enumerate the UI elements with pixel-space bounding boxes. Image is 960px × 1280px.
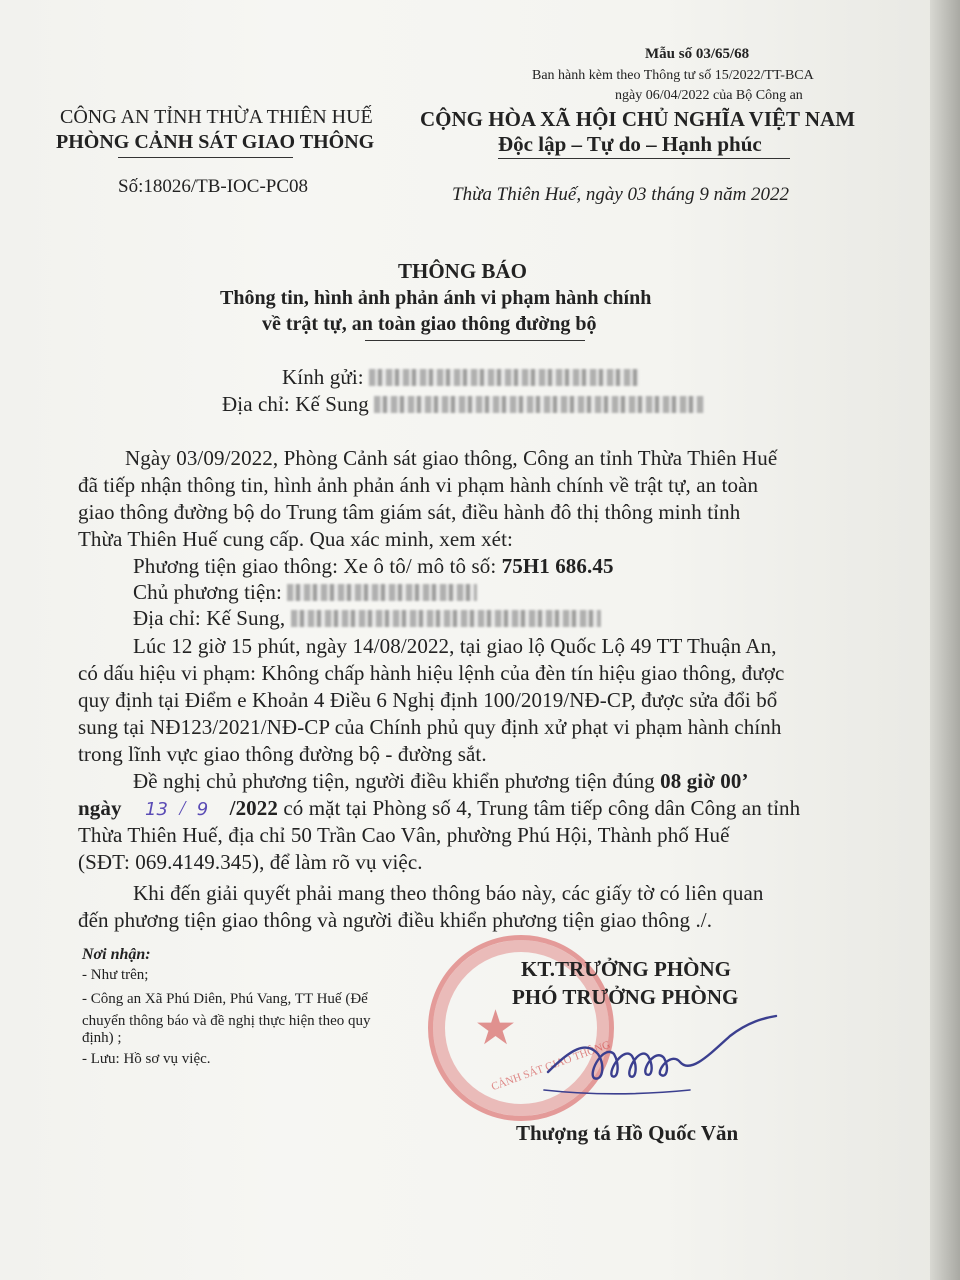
appointment-year: /2022 [229,796,278,820]
vehicle-line [133,554,614,579]
appointment-location: có mặt tại Phòng số 4, Trung tâm tiếp công dân Công an tỉnh [283,796,801,820]
body-line: quy định tại Điểm e Khoản 4 Điều 6 Nghị định 100/2019/NĐ-CP, được sửa đổi bổ [78,688,778,712]
body-line: Khi đến giải quyết phải mang theo thông báo này, các giấy tờ có liên quan [133,881,764,905]
body-line: Thừa Thiên Huế, địa chỉ 50 Trần Cao Vân, phường Phú Hội, Thành phố Huế [78,823,730,847]
vehicle-plate: 75H1 686.45 [501,554,614,578]
nation-name: CỘNG HÒA XÃ HỘI CHỦ NGHĨA VIỆT NAM [420,107,856,131]
agency-parent: CÔNG AN TỈNH THỪA THIÊN HUẾ [60,106,373,128]
owner-line [133,580,477,605]
body-line: trong lĩnh vực giao thông đường bộ - đường sắt. [78,742,487,766]
document-subtitle-1: Thông tin, hình ảnh phản ánh vi phạm hành chính [220,287,652,309]
vehicle-label: Phương tiện giao thông: Xe ô tô/ mô tô số: [133,554,497,578]
stamp-lettering: CẢNH SÁT GIAO THÔNG [489,1038,613,1094]
owner-address-label: Địa chỉ: Kế Sung, [133,606,286,630]
redacted-recipient-address [374,396,704,413]
signer-name: Thượng tá Hồ Quốc Văn [516,1121,739,1145]
form-number: Mẫu số 03/65/68 [645,46,750,62]
signature-title-1: KT.TRƯỞNG PHÒNG [521,957,731,981]
appointment-line [133,769,749,794]
recipient-label: Kính gửi: [282,365,364,389]
appointment-date-line [78,796,800,821]
body-line: giao thông đường bộ do Trung tâm giám sát, điều hành đô thị thông minh tỉnh [78,500,741,524]
handwritten-signature [540,1010,780,1110]
national-motto: Độc lập – Tự do – Hạnh phúc [498,132,762,156]
title-underline [365,340,585,341]
recipient-line [282,365,639,390]
body-line: có dấu hiệu vi phạm: Không chấp hành hiệu lệnh của đèn tín hiệu giao thông, được [78,661,785,685]
document-subtitle-2: về trật tự, an toàn giao thông đường bộ [262,313,597,335]
recipient-item: chuyển thông báo và đề nghị thực hiện theo quy [82,1013,371,1029]
owner-label: Chủ phương tiện: [133,580,282,604]
recipient-item: - Như trên; [82,967,149,983]
appointment-day-label: ngày [78,796,122,820]
recipient-item: - Công an Xã Phú Diên, Phú Vang, TT Huế (Để [82,991,368,1007]
appointment-text: Đề nghị chủ phương tiện, người điều khiển phương tiện đúng [133,769,655,793]
handwritten-slash: / [179,796,186,820]
signature-title-2: PHÓ TRƯỞNG PHÒNG [512,985,739,1009]
recipient-address-label: Địa chỉ: Kế Sung [222,392,369,416]
body-line: sung tại NĐ123/2021/NĐ-CP của Chính phủ quy định xử phạt vi phạm hành chính [78,715,782,739]
agency-underline [118,157,293,158]
handwritten-day: 13 [144,799,169,820]
recipient-item: - Lưu: Hồ sơ vụ việc. [82,1051,211,1067]
body-line: Ngày 03/09/2022, Phòng Cảnh sát giao thông, Công an tỉnh Thừa Thiên Huế [125,446,778,470]
agency-name: PHÒNG CẢNH SÁT GIAO THÔNG [56,131,375,153]
issued-with: Ban hành kèm theo Thông tư số 15/2022/TT-BCA [532,68,814,83]
recipient-item: định) ; [82,1030,122,1046]
appointment-time: 08 giờ 00’ [660,769,749,793]
body-line: Thừa Thiên Huế cung cấp. Qua xác minh, xem xét: [78,527,513,551]
document-title: THÔNG BÁO [398,259,527,283]
place-date: Thừa Thiên Huế, ngày 03 tháng 9 năm 2022 [452,184,790,205]
stamp-star-icon: ★ [474,1002,518,1055]
motto-underline [498,158,790,159]
redacted-recipient-name [369,369,639,386]
issued-date: ngày 06/04/2022 của Bộ Công an [615,88,803,103]
body-line: đã tiếp nhận thông tin, hình ảnh phản ánh vi phạm hành chính về trật tự, an toàn [78,473,759,497]
body-line: (SĐT: 069.4149.345), để làm rõ vụ việc. [78,850,423,874]
recipient-address-line [222,392,704,417]
page-edge-shadow [930,0,960,1280]
handwritten-month: 9 [196,799,209,820]
owner-address-line [133,606,601,631]
document-number: Số:18026/TB-IOC-PC08 [118,176,309,197]
redacted-owner-name [287,584,477,601]
body-line: đến phương tiện giao thông và người điều khiển phương tiện giao thông ./. [78,908,713,932]
recipients-heading: Nơi nhận: [82,946,151,963]
body-line: Lúc 12 giờ 15 phút, ngày 14/08/2022, tại giao lộ Quốc Lộ 49 TT Thuận An, [133,634,777,658]
redacted-owner-address [291,610,601,627]
